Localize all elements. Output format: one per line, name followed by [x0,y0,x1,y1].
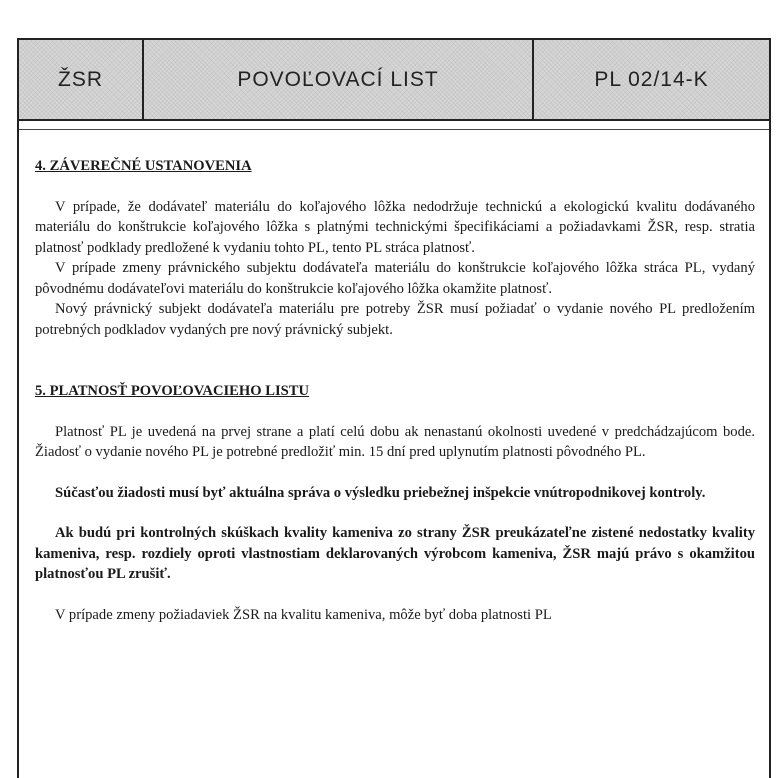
document-page [17,38,771,778]
section-4-paragraph-3: Nový právnický subjekt dodávateľa materiálu pre potreby ŽSR musí požiadať o vydanie nového PL predložením potrebných podkladov vydaných pre nový právnický subjekt. [35,301,755,338]
section-5-paragraph-3: Ak budú pri kontrolných skúškach kvality kameniva zo strany ŽSR preukázateľne zistené nedostatky kvality kameniva, resp. rozdiely oproti vlastnostiam deklarovaných výrobcom kameniva, ŽSR majú právo s okamžitou platnosťou PL zrušiť. [35,525,755,582]
header-divider [19,121,769,130]
header-org: ŽSR [19,40,144,119]
section-4-heading: 4. ZÁVEREČNÉ USTANOVENIA [35,158,252,174]
section-4-paragraph-2: V prípade zmeny právnického subjektu dodávateľa materiálu do konštrukcie koľajového lôžka stráca PL, vydaný pôvodnému dodávateľovi materiálu do konštrukcie koľajového lôžka okamžite platnosť. [35,260,755,297]
section-5-paragraph-4: V prípade zmeny požiadaviek ŽSR na kvalitu kameniva, môže byť doba platnosti PL [55,606,552,623]
section-5-paragraph-1: Platnosť PL je uvedená na prvej strane a platí celú dobu ak nenastanú okolnosti uvedené v predchádzajúcom bode. Žiadosť o vydanie nového PL je potrebné predložiť min. 15 dní pred uplynutím platnosti pôvodného PL. [35,423,755,460]
section-5-heading: 5. PLATNOSŤ POVOĽOVACIEHO LISTU [35,383,310,399]
header-code: PL 02/14-K [594,67,709,91]
document-body [19,130,769,625]
section-4-paragraph-1: V prípade, že dodávateľ materiálu do koľajového lôžka nedodržuje technickú a ekologickú kvalitu dodávaného materiálu do konštrukcie koľajového lôžka s platnými technickými špecifikáciami a požiadavkami ŽSR, resp. stratia platnosť podklady predložené k vydaniu tohto PL, tento PL stráca platnosť. [35,198,755,256]
section-5-paragraph-2: Súčasťou žiadosti musí byť aktuálna správa o výsledku priebežnej inšpekcie vnútropodnikovej kontroly. [55,484,706,501]
header-title: POVOĽOVACÍ LIST [144,40,534,119]
document-header [19,40,769,121]
